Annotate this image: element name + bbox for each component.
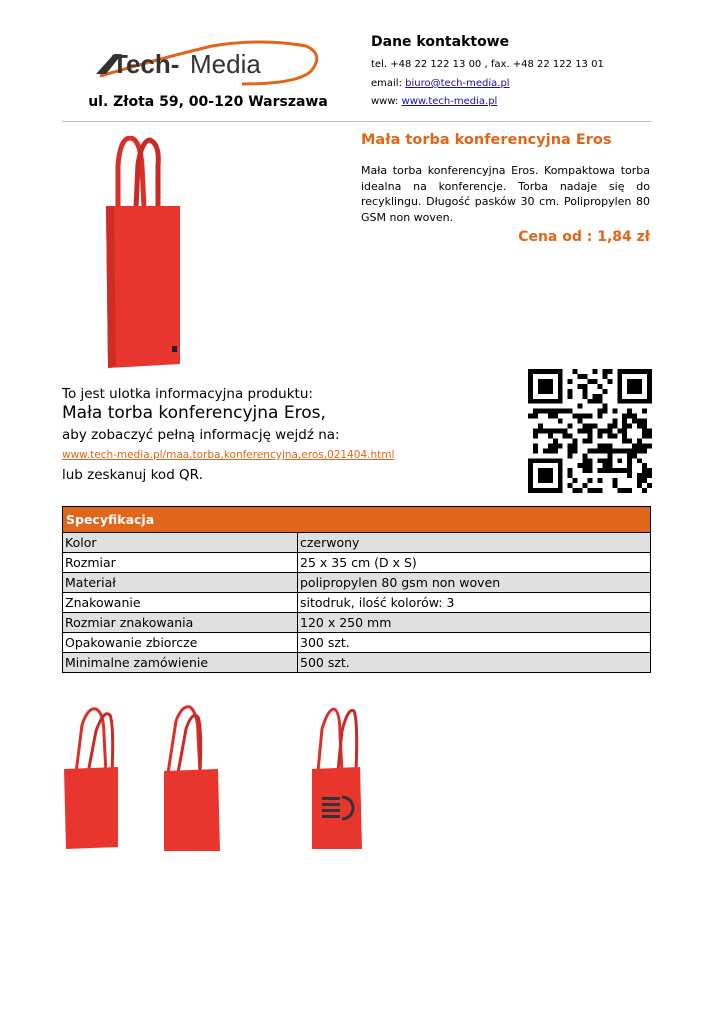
qr-code[interactable] xyxy=(528,369,652,493)
spec-header: Specyfikacja xyxy=(63,507,651,533)
info-intro: To jest ulotka informacyjna produktu: xyxy=(62,386,313,402)
tech-media-logo xyxy=(92,40,322,88)
spec-row xyxy=(63,553,651,573)
spec-row xyxy=(63,573,651,593)
email-line xyxy=(371,78,510,89)
svg-text:Media: Media xyxy=(190,49,261,79)
spec-value: czerwony xyxy=(298,533,651,553)
spec-value: 500 szt. xyxy=(298,653,651,673)
email-label: email: xyxy=(371,78,402,89)
email-link[interactable]: biuro@tech-media.pl xyxy=(405,78,510,89)
spec-row xyxy=(63,593,651,613)
spec-key: Minimalne zamówienie xyxy=(63,653,298,673)
spec-key: Rozmiar znakowania xyxy=(63,613,298,633)
spec-key: Rozmiar xyxy=(63,553,298,573)
www-line xyxy=(371,96,497,107)
company-address: ul. Złota 59, 00-120 Warszawa xyxy=(88,94,328,110)
www-link[interactable]: www.tech-media.pl xyxy=(401,96,498,107)
spec-row xyxy=(63,653,651,673)
spec-value: polipropylen 80 gsm non woven xyxy=(298,573,651,593)
svg-text:Tech-: Tech- xyxy=(112,49,180,79)
www-label: www: xyxy=(371,96,399,107)
info-product-name: Mała torba konferencyjna Eros, xyxy=(62,403,326,423)
spec-row xyxy=(63,533,651,553)
product-price: Cena od : 1,84 zł xyxy=(518,229,650,245)
spec-key: Znakowanie xyxy=(63,593,298,613)
spec-value: 120 x 250 mm xyxy=(298,613,651,633)
info-qr-text: lub zeskanuj kod QR. xyxy=(62,467,203,483)
header-divider xyxy=(62,121,651,122)
spec-key: Kolor xyxy=(63,533,298,553)
product-thumbnail-3[interactable] xyxy=(296,705,426,855)
product-description: Mała torba konferencyjna Eros. Kompaktowa torba idealna na konferencje. Torba nadaje się do recyklingu. Długość pasków 30 cm. Polipropylen 80 GSM non woven. xyxy=(361,164,650,224)
spec-row xyxy=(63,633,651,653)
product-bag-image xyxy=(96,136,188,372)
product-thumbnail-2[interactable] xyxy=(150,705,280,855)
spec-value: sitodruk, ilość kolorów: 3 xyxy=(298,593,651,613)
info-visit-text: aby zobaczyć pełną informację wejdź na: xyxy=(62,427,340,443)
spec-key: Opakowanie zbiorcze xyxy=(63,633,298,653)
contact-heading: Dane kontaktowe xyxy=(371,34,510,50)
spec-table xyxy=(62,506,651,673)
spec-value: 25 x 35 cm (D x S) xyxy=(298,553,651,573)
phone-fax-line: tel. +48 22 122 13 00 , fax. +48 22 122 13 01 xyxy=(371,59,604,70)
product-title: Mała torba konferencyjna Eros xyxy=(361,132,612,148)
spec-value: 300 szt. xyxy=(298,633,651,653)
spec-key: Materiał xyxy=(63,573,298,593)
product-url-link[interactable]: www.tech-media.pl/maa,torba,konferencyjna,eros,021404.html xyxy=(62,449,395,461)
spec-row xyxy=(63,613,651,633)
